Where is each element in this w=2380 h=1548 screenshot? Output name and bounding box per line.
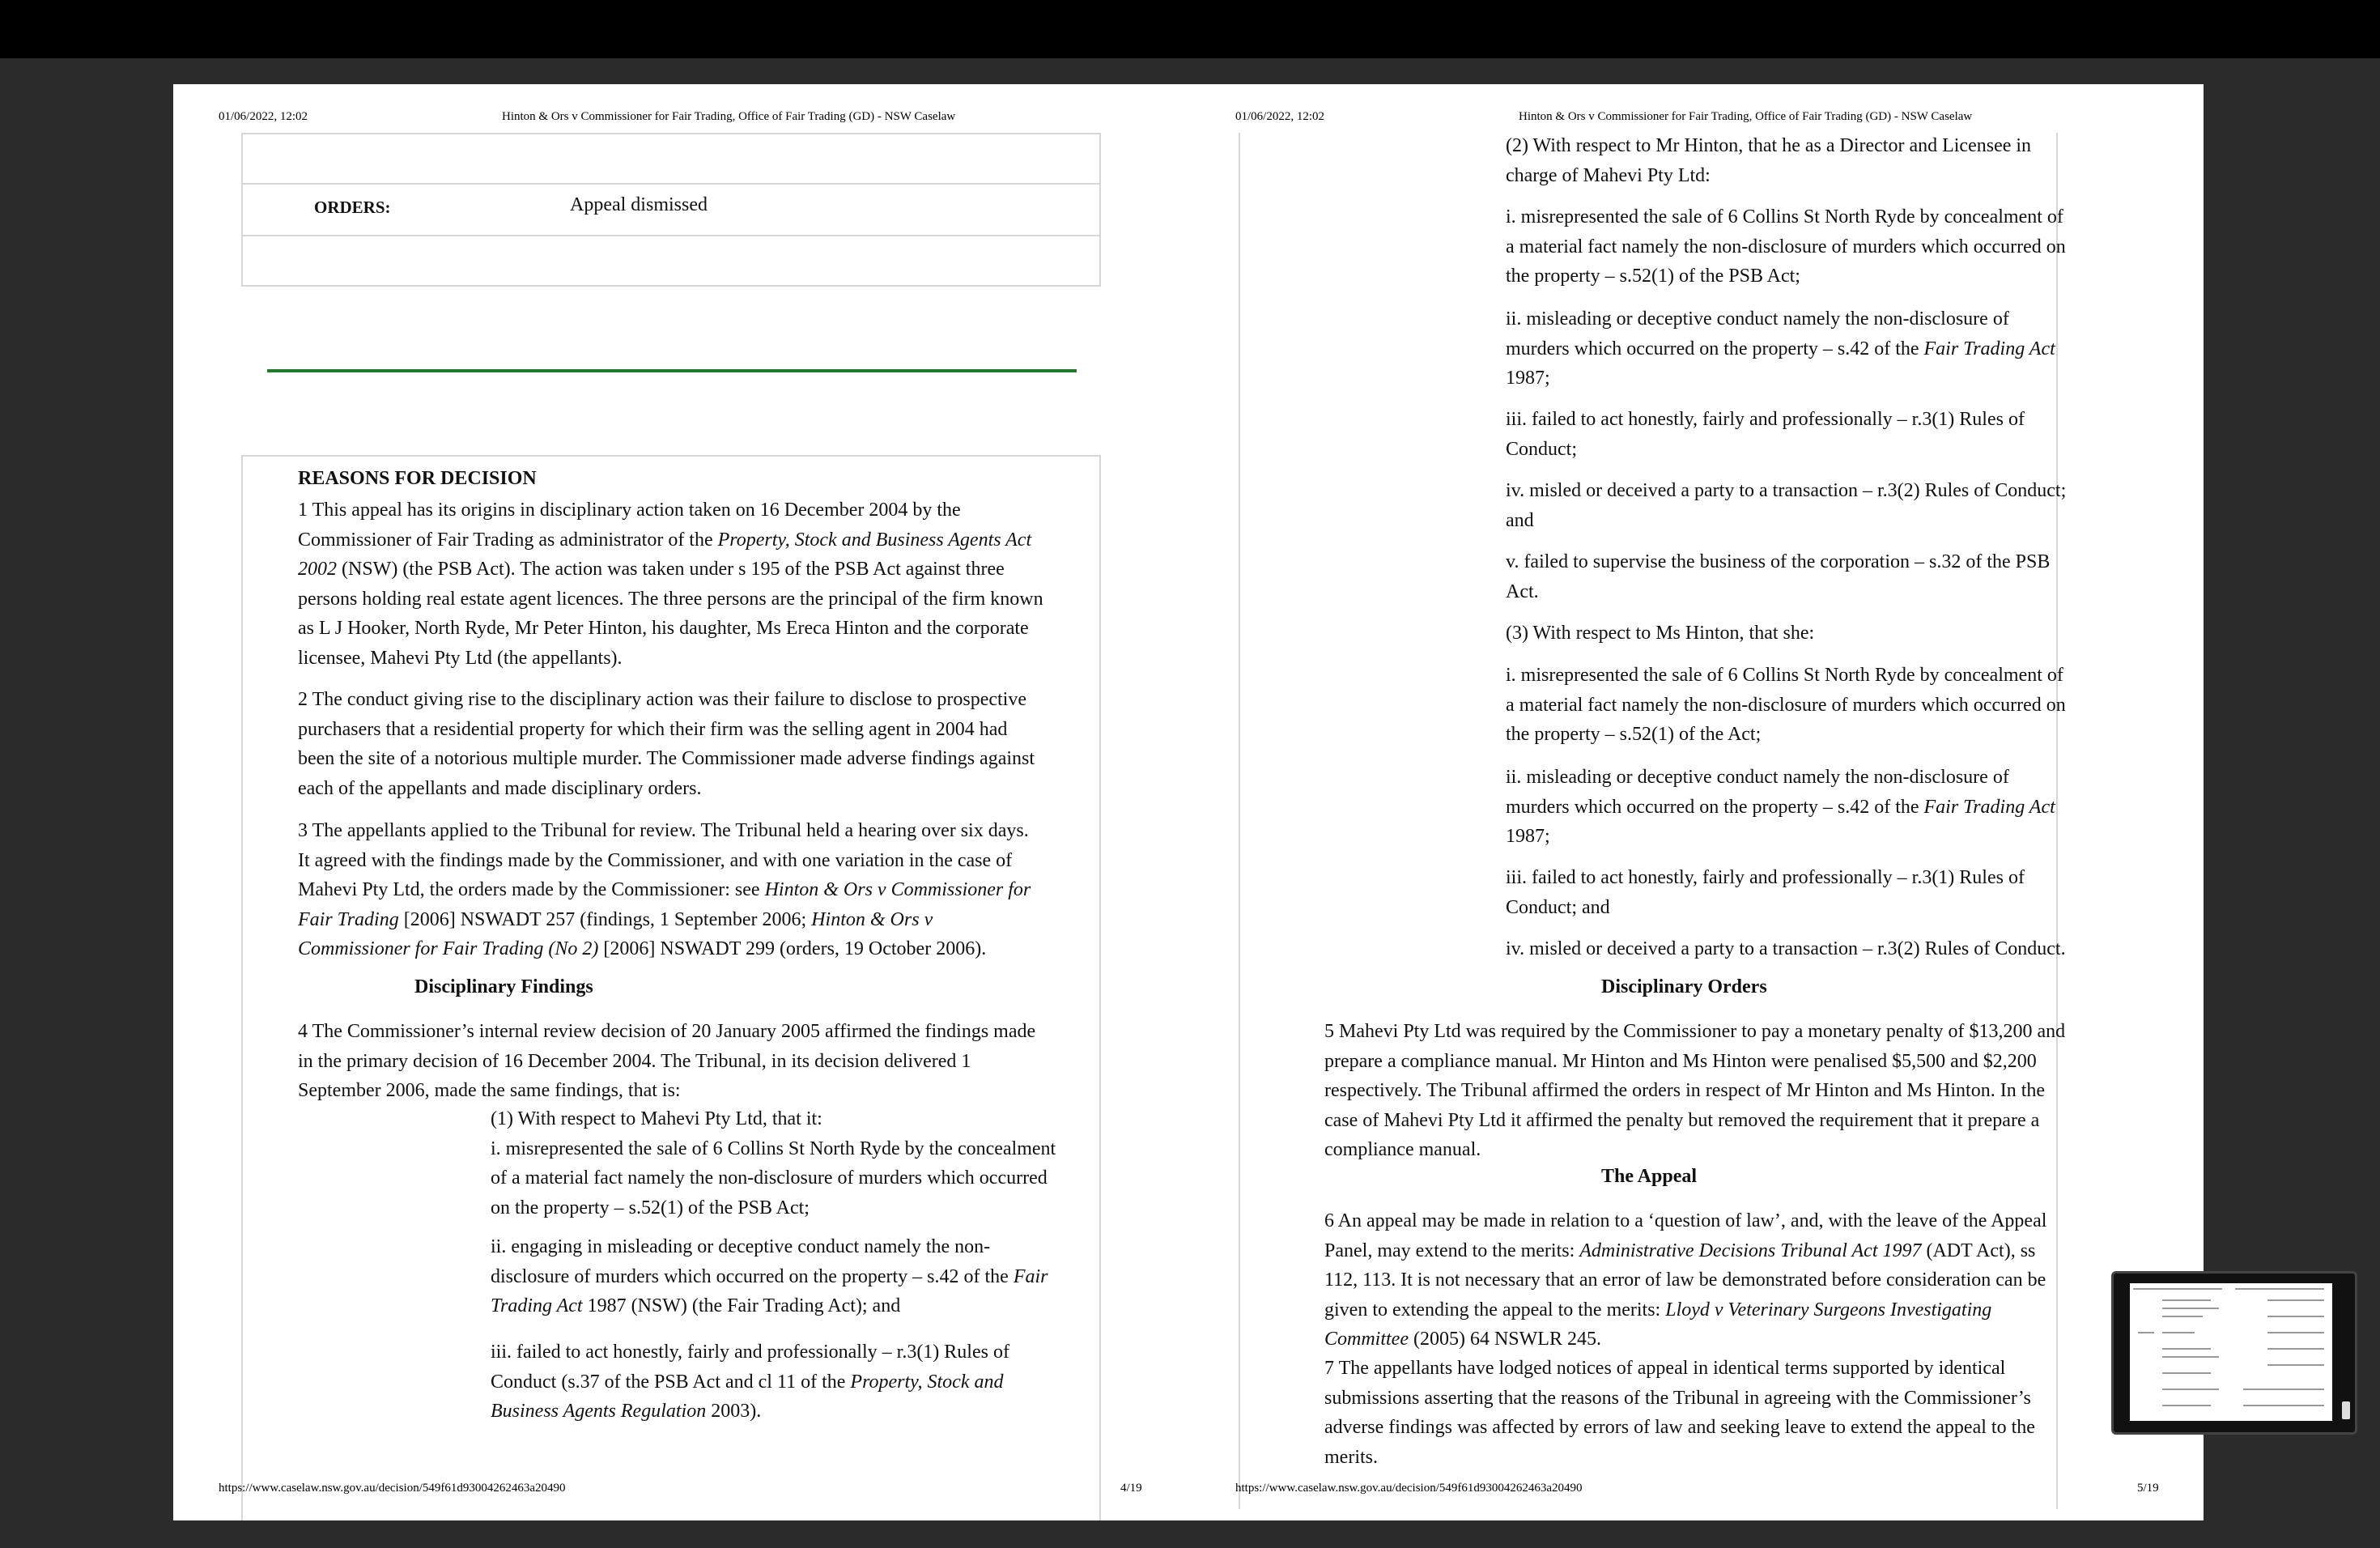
finding-3-iii: iii. failed to act honestly, fairly and professionally – r.3(1) Rules of Conduct; and — [1506, 867, 2025, 918]
finding-2: ii. engaging in misleading or deceptive conduct namely the non- disclosure of murders which occurred on the property – s.42 of the Fair Trading Act 1987 (NSW) (the Fair Trading Act); and — [491, 1236, 1048, 1316]
header-date: 01/06/2022, 12:02 — [1235, 110, 1325, 123]
disciplinary-findings-heading: Disciplinary Findings — [414, 976, 593, 997]
paragraph-2: 2 The conduct giving rise to the disciplinary action was their failure to disclose to prospective purchasers that a residential property for which their firm was the selling agent in 2004 had been the site of a notorious multiple murder. The Commissioner made adverse findings against each of the appellants and made disciplinary orders. — [298, 689, 1035, 799]
thumbnail-page — [2130, 1283, 2332, 1421]
paragraph-7: 7 The appellants have lodged notices of appeal in identical terms supported by identical submissions asserting that the reasons of the Tribunal in agreeing with the Commissioner’s adverse findings was affected by errors of law and seeking leave to extend the appeal to the merits. — [1324, 1358, 2035, 1468]
paragraph-1: 1 This appeal has its origins in disciplinary action taken on 16 December 2004 by the Commissioner of Fair Trading as administrator of the Property, Stock and Business Agents Act 2002 (NSW) (the PSB Act). The action was taken under s 195 of the PSB Act against three persons holding real estate agent licences. The three persons are the principal of the firm known as L J Hooker, North Ryde, Mr Peter Hinton, his daughter, Ms Ereca Hinton and the corporate licensee, Mahevi Pty Ltd (the appellants). — [298, 500, 1043, 669]
the-appeal-heading: The Appeal — [1601, 1166, 1698, 1187]
finding-2-iii: iii. failed to act honestly, fairly and professionally – r.3(1) Rules of Conduct; — [1506, 409, 2025, 460]
finding-3-iv: iv. misled or deceived a party to a transaction – r.3(2) Rules of Conduct. — [1506, 938, 2066, 959]
finding-2-iv: iv. misled or deceived a party to a transaction – r.3(2) Rules of Conduct; and — [1506, 480, 2067, 531]
footer-url[interactable]: https://www.caselaw.nsw.gov.au/decision/549f61d93004262463a20490 — [1235, 1482, 1583, 1495]
header-date: 01/06/2022, 12:02 — [219, 110, 308, 123]
finding-2-v: v. failed to supervise the business of the corporation – s.32 of the PSB Act. — [1506, 551, 2051, 602]
orders-table — [241, 133, 1101, 287]
finding-3-i: i. misrepresented the sale of 6 Collins St North Ryde by concealment of a material fact namely the non-disclosure of murders which occurred on the property – s.52(1) of the Act; — [1506, 665, 2066, 745]
finding-2-i: i. misrepresented the sale of 6 Collins St North Ryde by concealment of a material fact namely the non-disclosure of murders which occurred on the property – s.52(1) of the PSB Act; — [1506, 206, 2066, 287]
page-thumbnail-preview[interactable] — [2111, 1271, 2357, 1435]
page-border — [1239, 133, 1240, 1509]
orders-value: Appeal dismissed — [570, 194, 708, 215]
paragraph-3: 3 The appellants applied to the Tribunal for review. The Tribunal held a hearing over six days. It agreed with the findings made by the Commissioner, and with one variation in the case of Mahevi Pty Ltd, the orders made by the Commissioner: see Hinton & Ors v Commissioner for Fair Trading [2006] NSWADT 257 (findings, 1 September 2006; Hinton & Ors v Commissioner for Fair Trading (No 2) [2006] NSWADT 299 (orders, 19 October 2006). — [298, 820, 1031, 959]
section-divider — [267, 369, 1077, 372]
page-4 — [173, 84, 1188, 1520]
footer-url[interactable]: https://www.caselaw.nsw.gov.au/decision/549f61d93004262463a20490 — [219, 1482, 566, 1495]
disciplinary-orders-heading: Disciplinary Orders — [1601, 976, 1767, 997]
header-title: Hinton & Ors v Commissioner for Fair Trading, Office of Fair Trading (GD) - NSW Caselaw — [502, 110, 956, 123]
page-5 — [1188, 84, 2204, 1520]
finding-3: iii. failed to act honestly, fairly and professionally – r.3(1) Rules of Conduct (s.37 of the PSB Act and cl 11 of the Property, Stock and Business Agents Regulation 2003). — [491, 1342, 1009, 1422]
finding-1: (1) With respect to Mahevi Pty Ltd, that it: i. misrepresented the sale of 6 Collins St North Ryde by the concealment of a material fact namely the non-disclosure of murders which occurred on the property – s.52(1) of the PSB Act; — [491, 1108, 1056, 1218]
pdf-spread — [173, 84, 2204, 1520]
header-title: Hinton & Ors v Commissioner for Fair Trading, Office of Fair Trading (GD) - NSW Caselaw — [1519, 110, 1973, 123]
paragraph-5: 5 Mahevi Pty Ltd was required by the Commissioner to pay a monetary penalty of $13,200 and prepare a compliance manual. Mr Hinton and Ms Hinton were penalised $5,500 and $2,200 respectively. The Tribunal affirmed the orders in respect of Mr Hinton and Ms Hinton. In the case of Mahevi Pty Ltd it affirmed the penalty but removed the requirement that it prepare a compliance manual. — [1324, 1021, 2066, 1160]
reasons-heading: REASONS FOR DECISION — [298, 468, 537, 489]
paragraph-6: 6 An appeal may be made in relation to a ‘question of law’, and, with the leave of the Appeal Panel, may extend to the merits: Administrative Decisions Tribunal Act 1997 (ADT Act), ss 112, 113. It is not necessary that an error of law be demonstrated before consideration can be given to extending the appeal to the merits: Lloyd v Veterinary Surgeons Investigating Committee (2005) 64 NSWLR 245. — [1324, 1210, 2047, 1350]
footer-page-number: 4/19 — [1120, 1482, 1142, 1495]
table-divider — [243, 235, 1099, 236]
thumbnail-scroll-handle[interactable] — [2342, 1401, 2350, 1419]
paragraph-4: 4 The Commissioner’s internal review decision of 20 January 2005 affirmed the findings made in the primary decision of 16 December 2004. The Tribunal, in its decision delivered 1 September 2006, made the same findings, that is: — [298, 1021, 1036, 1101]
finding-2-ii: ii. misleading or deceptive conduct namely the non-disclosure of murders which occurred on the property – s.42 of the Fair Trading Act 1987; — [1506, 308, 2055, 389]
footer-page-number: 5/19 — [2137, 1482, 2159, 1495]
table-divider — [243, 183, 1099, 185]
finding-2-mr-hinton: (2) With respect to Mr Hinton, that he as a Director and Licensee in charge of Mahevi Pty Ltd: — [1506, 135, 2032, 186]
finding-3-ms-hinton: (3) With respect to Ms Hinton, that she: — [1506, 623, 1815, 644]
orders-label: ORDERS: — [314, 198, 391, 217]
top-toolbar — [0, 0, 2380, 58]
finding-3-ii: ii. misleading or deceptive conduct namely the non-disclosure of murders which occurred on the property – s.42 of the Fair Trading Act 1987; — [1506, 767, 2055, 847]
